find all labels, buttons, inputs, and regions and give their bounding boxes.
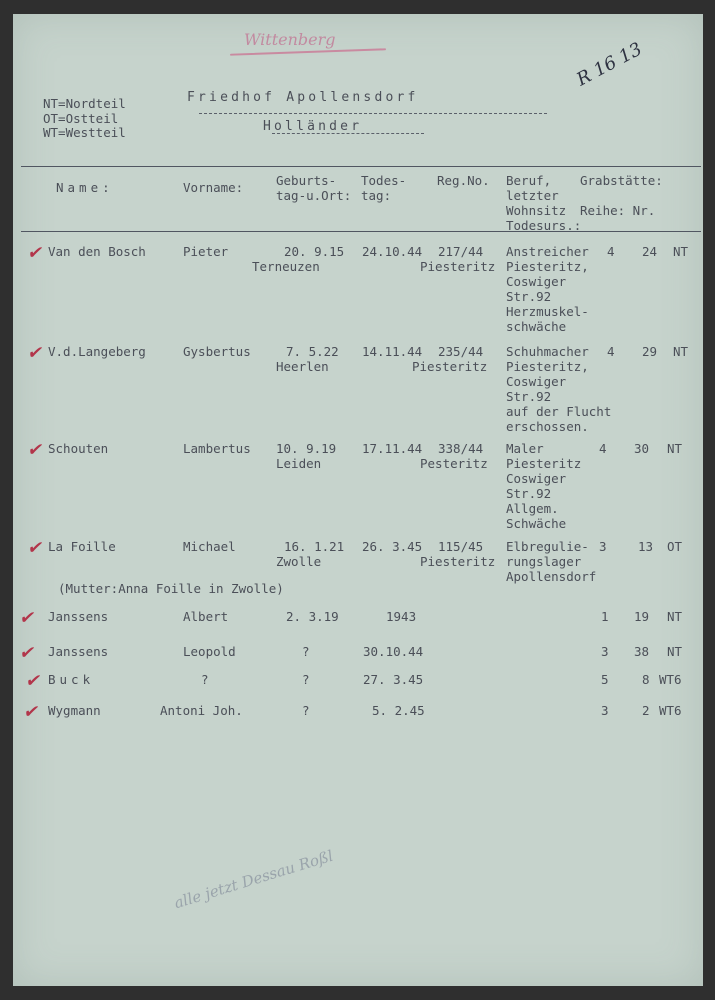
cell-vorname: Lambertus	[183, 441, 251, 456]
cell-beruf: Elbregulie-	[506, 539, 589, 554]
header-grab-1: Grabstätte:	[580, 173, 663, 188]
cell-teil: NT	[673, 244, 689, 259]
cell-teil: WT6	[659, 703, 682, 718]
cell-nr: 30	[634, 441, 650, 456]
cell-beruf: erschossen.	[506, 419, 589, 434]
cell-geburt-date: 7. 5.22	[286, 344, 339, 359]
cell-teil: NT	[667, 609, 683, 624]
cell-reihe: 3	[599, 539, 607, 554]
corner-reference: R 16 13	[573, 38, 646, 91]
header-top-rule	[21, 166, 701, 167]
header-todes-1: Todes-	[361, 173, 407, 188]
section-legend	[43, 97, 126, 141]
cell-reihe: 3	[601, 703, 609, 718]
cell-name: Van den Bosch	[48, 244, 146, 259]
cell-beruf: Coswiger	[506, 374, 567, 389]
cell-todes: 5. 2.45	[372, 703, 425, 718]
cell-teil: WT6	[659, 672, 682, 687]
cell-beruf: auf der Flucht	[506, 404, 612, 419]
cell-geburt-date: ?	[302, 644, 310, 659]
cell-beruf: schwäche	[506, 319, 567, 334]
check-mark: ✔	[23, 698, 41, 722]
check-mark: ✔	[19, 604, 37, 628]
legend-item: OT=Ostteil	[43, 110, 119, 126]
cell-reg-place: Piesteritz	[412, 359, 488, 374]
cell-vorname: Gysbertus	[183, 344, 251, 359]
cell-geburt-date: 16. 1.21	[284, 539, 345, 554]
pencil-note: alle jetzt Dessau Roßl	[172, 846, 336, 913]
check-mark: ✔	[27, 339, 45, 363]
cell-vorname: ?	[201, 672, 209, 687]
cell-reg-place: Pesteritz	[420, 456, 488, 471]
cell-geburt-date: 10. 9.19	[276, 441, 337, 456]
cell-geburt-date: ?	[302, 672, 310, 687]
cell-name: Janssens	[48, 609, 109, 624]
cell-vorname: Michael	[183, 539, 236, 554]
cell-geburt-place: Heerlen	[276, 359, 329, 374]
cell-todes: 30.10.44	[363, 644, 424, 659]
cell-beruf: rungslager	[506, 554, 582, 569]
cell-name: Wygmann	[48, 703, 101, 718]
cell-nr: 29	[642, 344, 658, 359]
cell-todes: 1943	[386, 609, 417, 624]
cell-teil: OT	[667, 539, 683, 554]
cell-nr: 8	[642, 672, 650, 687]
cell-reg-place: Piesteritz	[420, 554, 496, 569]
document-page	[13, 14, 703, 986]
cell-beruf: Schuhmacher	[506, 344, 589, 359]
cell-name: V.d.Langeberg	[48, 344, 146, 359]
header-bottom-rule	[21, 231, 701, 232]
header-beruf-2: letzter	[506, 188, 559, 203]
check-mark: ✔	[27, 534, 45, 558]
header-vorname: Vorname:	[183, 180, 244, 195]
cell-todes: 17.11.44	[362, 441, 423, 456]
cell-beruf: Allgem.	[506, 501, 559, 516]
cell-todes: 27. 3.45	[363, 672, 424, 687]
cell-reihe: 3	[601, 644, 609, 659]
cell-todes: 24.10.44	[362, 244, 423, 259]
cell-todes: 14.11.44	[362, 344, 423, 359]
cell-beruf: Apollensdorf	[506, 569, 597, 584]
cell-name: Janssens	[48, 644, 109, 659]
document-title: Friedhof Apollensdorf	[187, 90, 419, 105]
cell-nr: 19	[634, 609, 650, 624]
cell-nr: 38	[634, 644, 650, 659]
subtitle-underline	[272, 133, 424, 134]
cell-reg: 338/44	[438, 441, 484, 456]
legend-item: NT=Nordteil	[43, 96, 126, 111]
check-mark: ✔	[25, 667, 43, 691]
cell-nr: 13	[638, 539, 654, 554]
cell-teil: NT	[667, 441, 683, 456]
header-beruf-4: Todesurs.:	[506, 218, 582, 233]
cell-reihe: 1	[601, 609, 609, 624]
cell-name: La Foille	[48, 539, 116, 554]
cell-beruf: Anstreicher	[506, 244, 589, 259]
cell-reihe: 4	[607, 344, 615, 359]
cell-beruf: Coswiger	[506, 471, 567, 486]
cell-geburt-date: 2. 3.19	[286, 609, 339, 624]
cell-nr: 24	[642, 244, 658, 259]
header-geburt-2: tag-u.Ort:	[276, 188, 352, 203]
header-geburt-1: Geburts-	[276, 173, 337, 188]
cell-geburt-place: Terneuzen	[252, 259, 320, 274]
cell-reg-place: Piesteritz	[420, 259, 496, 274]
cell-reihe: 5	[601, 672, 609, 687]
cell-beruf: Coswiger	[506, 274, 567, 289]
cell-geburt-place: Leiden	[276, 456, 322, 471]
mother-note: (Mutter:Anna Foille in Zwolle)	[58, 581, 284, 596]
cell-beruf: Piesteritz	[506, 456, 582, 471]
cell-teil: NT	[667, 644, 683, 659]
cell-name: Buck	[48, 672, 95, 687]
legend-item: WT=Westteil	[43, 125, 126, 140]
cell-reihe: 4	[599, 441, 607, 456]
cell-geburt-date: 20. 9.15	[284, 244, 345, 259]
cell-beruf: Herzmuskel-	[506, 304, 589, 319]
check-mark: ✔	[19, 639, 37, 663]
cell-vorname: Pieter	[183, 244, 229, 259]
check-mark: ✔	[27, 436, 45, 460]
cell-beruf: Str.92	[506, 389, 552, 404]
cell-beruf: Maler	[506, 441, 544, 456]
cell-beruf: Piesteritz,	[506, 259, 589, 274]
cell-beruf: Str.92	[506, 289, 552, 304]
cell-reg: 235/44	[438, 344, 484, 359]
header-reg: Reg.No.	[437, 173, 490, 188]
cell-vorname: Albert	[183, 609, 229, 624]
cell-geburt-place: Zwolle	[276, 554, 322, 569]
cell-beruf: Str.92	[506, 486, 552, 501]
cell-beruf: Piesteritz,	[506, 359, 589, 374]
check-mark: ✔	[27, 239, 45, 263]
cell-teil: NT	[673, 344, 689, 359]
cell-nr: 2	[642, 703, 650, 718]
cell-beruf: Schwäche	[506, 516, 567, 531]
place-stamp: Wittenberg	[244, 30, 336, 49]
cell-name: Schouten	[48, 441, 109, 456]
cell-reg: 217/44	[438, 244, 484, 259]
header-grab-2: Reihe: Nr.	[580, 203, 656, 218]
header-name: Name:	[56, 180, 114, 195]
header-todes-2: tag:	[361, 188, 392, 203]
document-subtitle: Holländer	[263, 119, 363, 134]
header-beruf-1: Beruf,	[506, 173, 552, 188]
cell-vorname: Antoni Joh.	[160, 703, 243, 718]
cell-reihe: 4	[607, 244, 615, 259]
cell-vorname: Leopold	[183, 644, 236, 659]
title-underline	[199, 113, 547, 114]
cell-todes: 26. 3.45	[362, 539, 423, 554]
cell-reg: 115/45	[438, 539, 484, 554]
header-beruf-3: Wohnsitz	[506, 203, 567, 218]
cell-geburt-date: ?	[302, 703, 310, 718]
